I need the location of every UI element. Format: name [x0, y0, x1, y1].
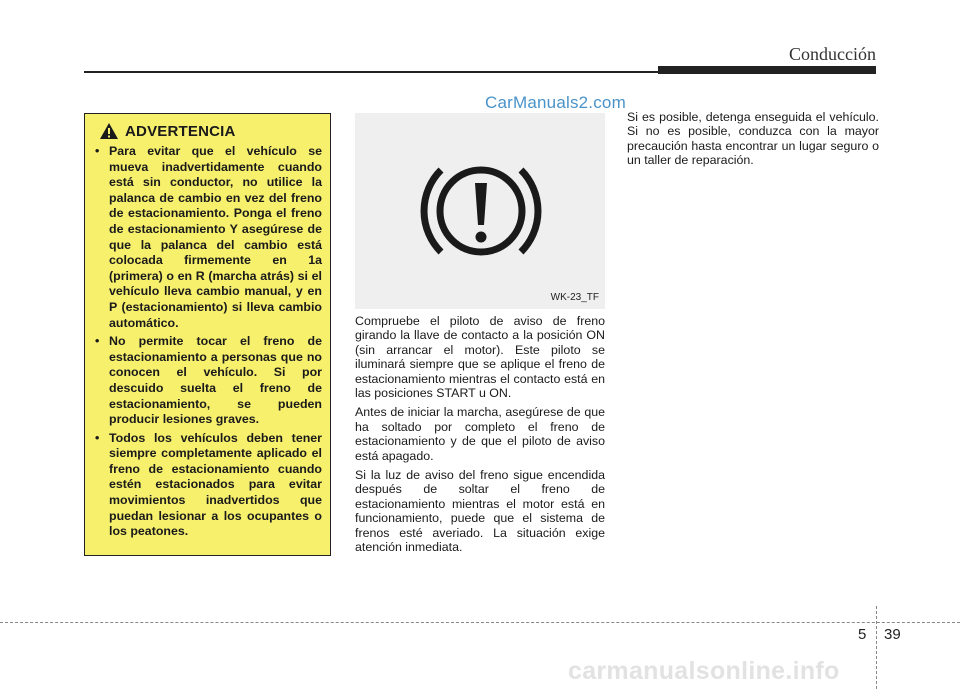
- body-column-right: [627, 110, 879, 173]
- warning-title: ADVERTENCIA: [125, 122, 236, 140]
- brake-warning-figure: [355, 113, 605, 309]
- body-paragraph: Si la luz de aviso del freno sigue encendida después de soltar el freno de estacionamiento mientras el motor está en funcionamiento, puede que el sistema de frenos esté averiado. La situación exige atención inmediata.: [355, 468, 605, 555]
- header-rule: [84, 71, 658, 73]
- body-paragraph: Si es posible, detenga enseguida el vehículo. Si no es posible, conduzca con la mayor precaución hasta encontrar un lugar seguro o un taller de reparación.: [627, 110, 879, 168]
- body-paragraph: Compruebe el piloto de aviso de freno girando la llave de contacto a la posición ON (sin arrancar el motor). Este piloto se iluminará siempre que se aplique el freno de estacionamiento mientras el contacto está en las posiciones START u ON.: [355, 314, 605, 401]
- warning-box: [84, 113, 331, 556]
- watermark-bottom[interactable]: carmanualsonline.info: [568, 657, 840, 685]
- warning-item: • Para evitar que el vehículo se mueva inadvertidamente cuando está sin conductor, no utilice la palanca de cambio en vez del freno de estacionamiento. Ponga el freno de estacionamiento Y asegúrese de que la palanca del cambio está colocada firmemente en 1a (primera) o en R (marcha atrás) si el vehículo lleva cambio manual, y en P (estacionamiento) si lleva cambio automático.: [93, 144, 322, 331]
- brake-warning-light-icon: [419, 149, 543, 273]
- header-rule-bar: [658, 66, 876, 74]
- chapter-number: 5: [858, 626, 867, 643]
- body-column-middle: [355, 314, 605, 560]
- body-paragraph: Antes de iniciar la marcha, asegúrese de que ha soltado por completo el freno de estacionamiento y de que el piloto de aviso está apagado.: [355, 405, 605, 463]
- warning-header: [99, 122, 322, 140]
- warning-list: [93, 144, 322, 540]
- footer-dashed-line: [0, 622, 960, 623]
- warning-item: • Todos los vehículos deben tener siempre completamente aplicado el freno de estacionamiento cuando estén estacionados para evitar movimientos inadvertidos que puedan lesionar a los ocupantes o los peatones.: [93, 431, 322, 540]
- warning-item: • No permite tocar el freno de estacionamiento a personas que no conocen el vehículo. Si por descuido suelta el freno de estacionamiento, se pueden producir lesiones graves.: [93, 334, 322, 428]
- watermark-top[interactable]: CarManuals2.com: [485, 93, 626, 112]
- page-number: 39: [884, 626, 901, 643]
- figure-code: WK-23_TF: [550, 292, 599, 303]
- section-title: Conducción: [789, 44, 876, 64]
- footer-dashed-divider: [876, 606, 877, 689]
- warning-triangle-icon: [99, 122, 119, 140]
